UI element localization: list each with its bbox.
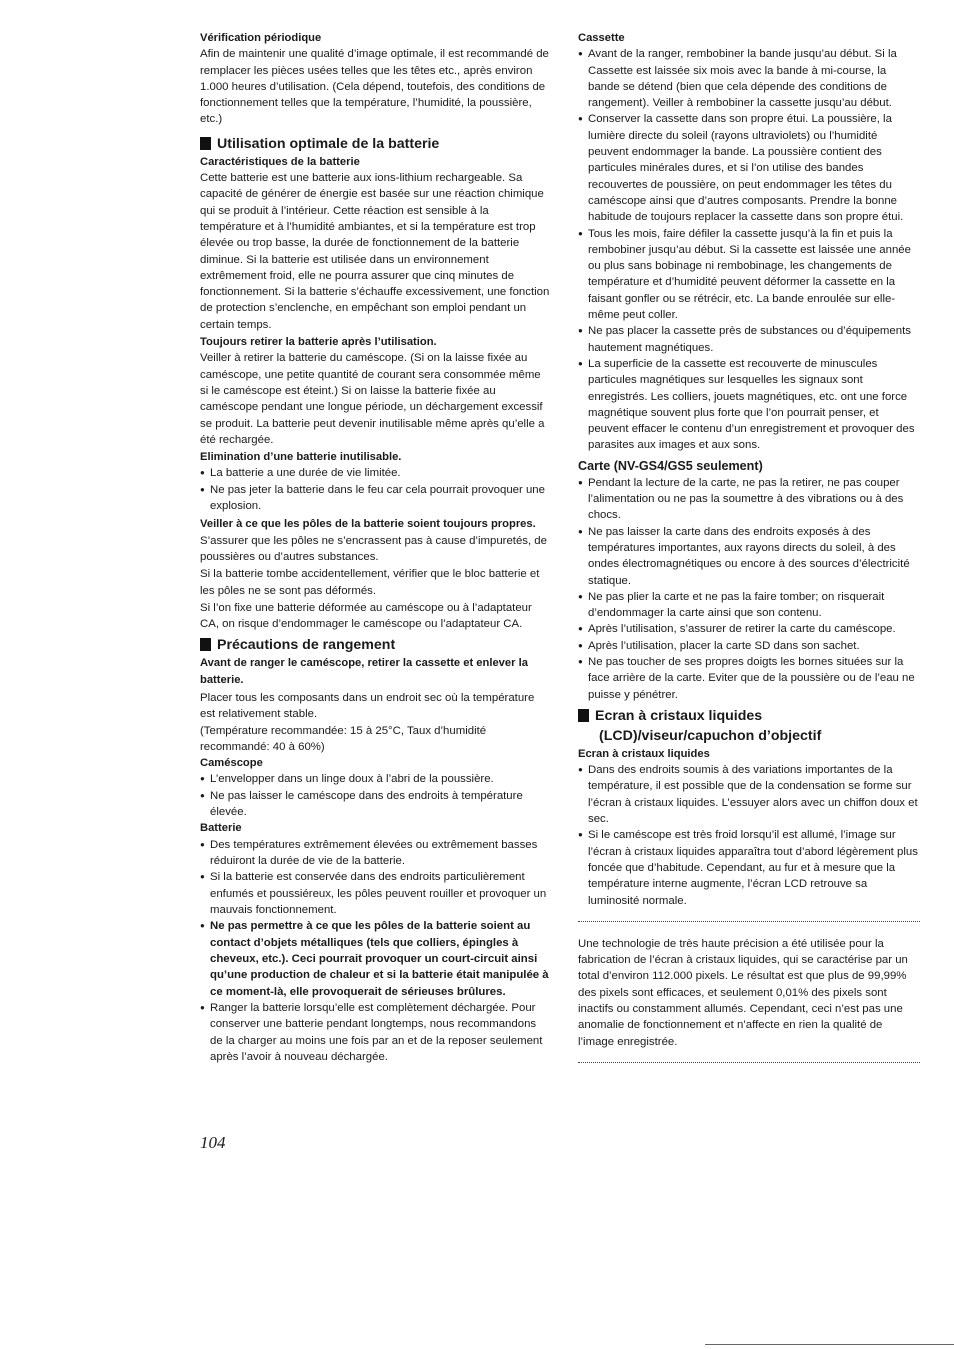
clean-poles-text-3: Si l’on fixe une batterie déformée au caméscope ou à l’adaptateur CA, on risque d’endommager le caméscope ou l’adaptateur CA. — [200, 601, 532, 631]
section-marker-icon — [578, 709, 589, 722]
clean-poles-text-2: Si la batterie tombe accidentellement, vérifier que le bloc batterie et les pôles ne se sont pas déformés. — [200, 568, 540, 597]
battery-characteristics-title: Caractéristiques de la batterie — [200, 155, 360, 168]
lcd-heading-line-1: Ecran à cristaux liquides — [595, 707, 763, 724]
list-item: ● Après l’utilisation, s’assurer de retirer la carte du caméscope. — [578, 621, 920, 637]
list-item: ● Ne pas laisser la carte dans des endroits exposés à des températures importantes, aux rayons directs du soleil, à des ondes électromagnétiques ou encore à des sources d’électricité statique. — [578, 524, 920, 589]
page-number: 104 — [200, 1133, 226, 1152]
lcd-heading-line-2: (LCD)/viseur/capuchon d’objectif — [599, 727, 822, 744]
list-item: ● L’envelopper dans un linge doux à l’abri de la poussière. — [200, 771, 550, 787]
card-title: Carte (NV-GS4/GS5 seulement) — [578, 458, 763, 473]
storage-temperature: (Température recommandée: 15 à 25°C, Taux d’humidité recommandé: 40 à 60%) — [200, 724, 487, 753]
list-item: ● Avant de la ranger, rembobiner la bande jusqu’au début. Si la Cassette est laissée six mois avec la bande à mi-course, la bande se détend (bien que cela dépende des conditions de rangement). Veiller à rembobiner la cassette jusqu’au début. — [578, 46, 920, 111]
right-column — [578, 30, 920, 1077]
dotted-divider-top — [578, 921, 920, 922]
list-item: ● Si la batterie est conservée dans des endroits particulièrement enfumés et poussiéreux, les pôles peuvent rouiller et provoquer un mauvais fonctionnement. — [200, 869, 550, 918]
storage-section-heading: Précautions de rangement — [200, 635, 550, 655]
camcorder-title: Caméscope — [200, 757, 263, 770]
battery-disposal-list — [200, 465, 550, 514]
card-list — [578, 475, 920, 703]
list-item: ● Conserver la cassette dans son propre étui. La poussière, la lumière directe du soleil (rayons ultraviolets) ou l’humidité peuvent endommager la bande. La poussière contient des particules minérales dures, et si l’on utilise des bandes recouvertes de poussière, on peut endommager les têtes du caméscope ainsi que d’autres composants. Prendre la bonne habitude de toujours replacer la cassette dans son propre étui. — [578, 111, 920, 225]
lcd-precision-note: Une technologie de très haute précision a été utilisée pour la fabrication de l’écran à cristaux liquides, qui se caractérise par un total d’environ 112.000 pixels. Le résultat est que plus de 99,99% des pixels sont efficaces, et seulement 0,01% des pixels sont inactifs ou constamment allumés. Cependant, ceci n’est pas une anomalie de fonctionnement et n’affecte en rien la qualité de l’image enregistrée. — [578, 937, 908, 1048]
bottom-edge-line — [705, 1344, 954, 1345]
cassette-title: Cassette — [578, 32, 625, 44]
list-item: ● La batterie a une durée de vie limitée. — [200, 465, 550, 481]
periodic-check-text: Afin de maintenir une qualité d’image optimale, il est recommandé de remplacer les pièces usées telles que les têtes etc., après environ 1.000 heures d’utilisation. (Cela dépend, toutefois, des conditions de fonctionnement telles que la température, l’humidité, la poussière, etc.) — [200, 48, 549, 126]
list-item: ● Des températures extrêmement élevées ou extrêmement basses réduiront la durée de vie de la batterie. — [200, 837, 550, 870]
list-item: ● Ne pas placer la cassette près de substances ou d’équipements hautement magnétiques. — [578, 323, 920, 356]
lcd-section-heading — [578, 706, 920, 746]
storage-text: Placer tous les composants dans un endroit sec où la température est relativement stable. — [200, 691, 535, 721]
list-item: ● Ne pas jeter la batterie dans le feu car cela pourrait provoquer une explosion. — [200, 482, 550, 515]
list-item: ● Pendant la lecture de la carte, ne pas la retirer, ne pas couper l’alimentation ou ne pas la soumettre à des vibrations ou à des chocs. — [578, 475, 920, 524]
list-item: ● Ranger la batterie lorsqu’elle est complètement déchargée. Pour conserver une batterie pendant longtemps, nous recommandons de la charger au moins une fois par an et de la reposer seulement après l’avoir à nouveau déchargée. — [200, 1000, 550, 1065]
list-item: ● Ne pas toucher de ses propres doigts les bornes situées sur la face arrière de la carte. Eviter que de la poussière ou de l’eau ne puisse y pénétrer. — [578, 654, 920, 703]
periodic-check-title: Vérification périodique — [200, 32, 322, 44]
lcd-list — [578, 762, 920, 909]
section-marker-icon — [200, 638, 211, 651]
remove-battery-title: Toujours retirer la batterie après l’utilisation. — [200, 336, 437, 349]
list-item: ● Dans des endroits soumis à des variations importantes de la température, il est possible que de la condensation se forme sur l’écran à cristaux liquides. L’essuyer alors avec un chiffon doux et sec. — [578, 762, 920, 827]
remove-battery-text: Veiller à retirer la batterie du caméscope. (Si on la laisse fixée au caméscope, une petite quantité de courant sera consommée même si le caméscope est éteint.) Si on laisse la batterie fixée au caméscope pendant une longue période, un déchargement excessif se produit. La batterie peut devenir inutilisable même après qu’elle a été rechargée. — [200, 352, 545, 446]
list-item: ● Après l’utilisation, placer la carte SD dans son sachet. — [578, 638, 920, 654]
list-item: ● Ne pas plier la carte et ne pas la faire tomber; on risquerait d’endommager la carte ainsi que son contenu. — [578, 589, 920, 622]
list-item-warning: ● Ne pas permettre à ce que les pôles de la batterie soient au contact d’objets métalliques (tels que colliers, épingles à cheveux, etc.). Ceci pourrait provoquer un court-circuit ainsi qu’une production de chaleur et si la batterie était manipulée à ce moment-là, elle provoquerait de sérieuses brûlures. — [200, 918, 550, 1000]
dotted-divider-bottom — [578, 1062, 920, 1063]
lcd-subtitle: Ecran à cristaux liquides — [578, 747, 710, 760]
camcorder-list — [200, 771, 550, 820]
list-item: ● Ne pas laisser le caméscope dans des endroits à température élevée. — [200, 788, 550, 821]
battery-disposal-title: Elimination d’une batterie inutilisable. — [200, 451, 402, 464]
left-column — [200, 30, 550, 1065]
list-item: ● La superficie de la cassette est recouverte de minuscules particules magnétiques sur lesquelles les signaux sont enregistrés. Les colliers, jouets magnétiques, etc. ont une force magnétique souvent plus forte que l’on pourrait penser, et peuvent effacer le contenu d’un enregistrement et provoquer des parasites aux images et aux sons. — [578, 356, 920, 454]
battery-storage-title: Batterie — [200, 822, 242, 835]
cassette-list — [578, 46, 920, 453]
list-item: ● Tous les mois, faire défiler la cassette jusqu’à la fin et puis la rembobiner jusqu’au début. Si la cassette est laissée une année ou plus sans bobinage ni rembobinage, les changements de température et d’humidité peuvent déformer la cassette en la faisant gonfler ou se rétrécir, etc. La bande enroulée sur elle-même peut coller. — [578, 226, 920, 324]
list-item: ● Si le caméscope est très froid lorsqu’il est allumé, l’image sur l’écran à cristaux liquides apparaîtra tout d’abord légèrement plus foncée que d’habitude. Cependant, au fur et à mesure que la température interne augmente, l’écran LCD retrouve sa luminosité normale. — [578, 827, 920, 908]
storage-intro: Avant de ranger le caméscope, retirer la cassette et enlever la batterie. — [200, 657, 528, 686]
section-marker-icon — [200, 137, 211, 150]
battery-characteristics-text: Cette batterie est une batterie aux ions-lithium rechargeable. Sa capacité de générer de énergie est basée sur une réaction chimique qui se produit à l’intérieur. Cette réaction est sensible à la température et à l’humidité ambiantes, et si la température est trop élevée ou trop basse, la durée de fonctionnement de la batterie diminue. Si la batterie est utilisée dans un environnement extrêmement froid, elle ne pourra assurer que cinq minutes de fonctionnement. Si la batterie s’échauffe excessivement, une fonction de protection s’enclenche, en empêchant son emploi pendant un certain temps. — [200, 172, 550, 331]
clean-poles-text-1: S’assurer que les pôles ne s’encrassent pas à cause d’impuretés, de poussières ou d’autres substances. — [200, 534, 547, 563]
clean-poles-title: Veiller à ce que les pôles de la batterie soient toujours propres. — [200, 518, 536, 531]
battery-section-heading: Utilisation optimale de la batterie — [200, 134, 550, 154]
battery-storage-list — [200, 837, 550, 1066]
